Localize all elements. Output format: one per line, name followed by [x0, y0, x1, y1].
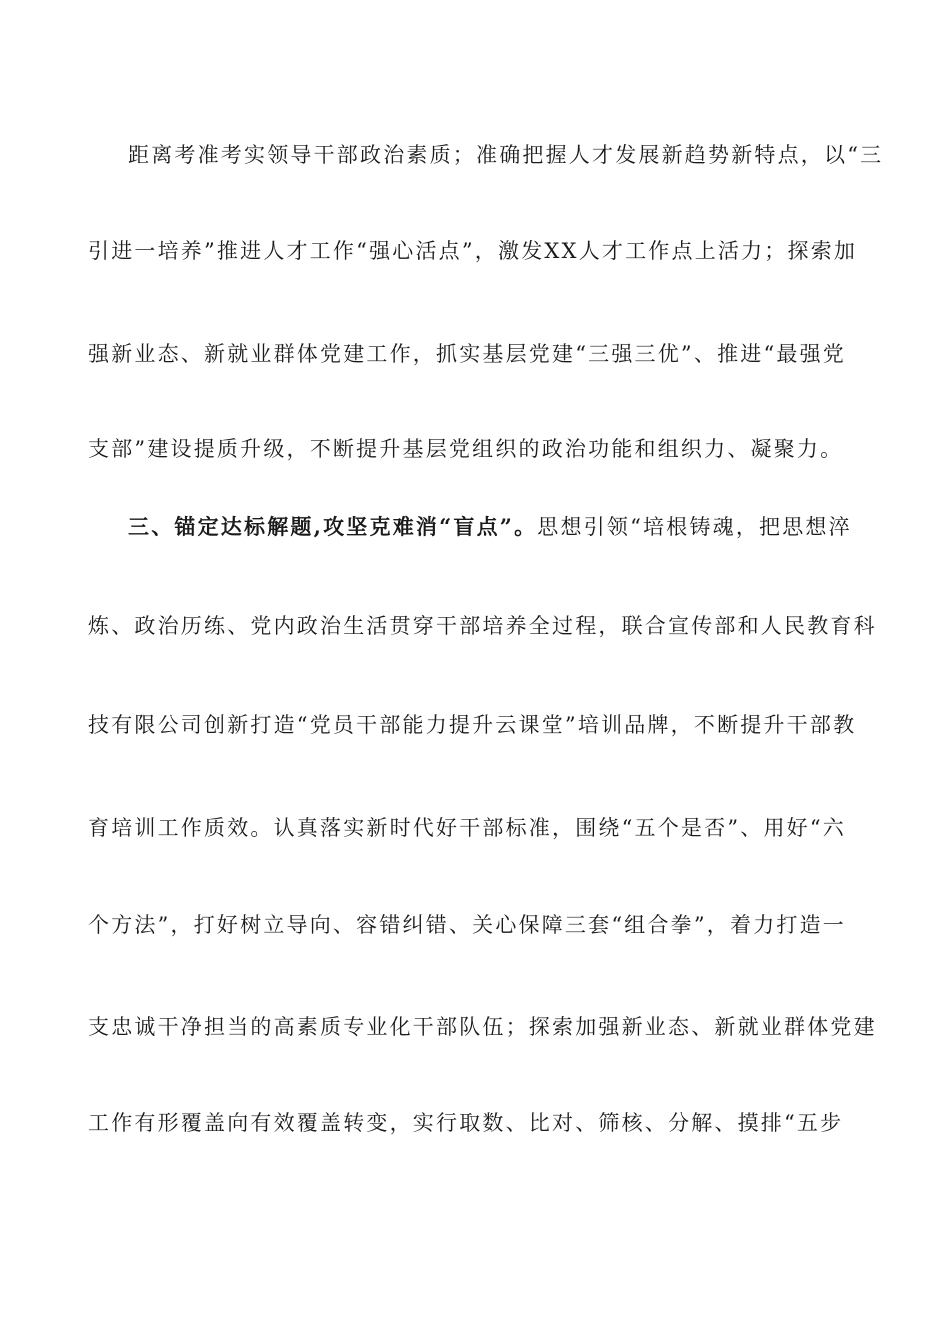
- paragraph-line-4: 支部”建设提质升级，不断提升基层党组织的政治功能和组织力、凝聚力。: [88, 437, 844, 461]
- section-heading-tail: 思想引领“培根铸魂，把思想淬: [537, 515, 852, 539]
- paragraph-line-6: 炼、政治历练、党内政治生活贯穿干部培养全过程，联合宣传部和人民教育科: [88, 614, 877, 638]
- paragraph-line-2: 引进一培养”推进人才工作“强心活点”，激发XX人才工作点上活力；探索加: [88, 239, 858, 263]
- paragraph-line-1: 距离考准考实领导干部政治素质；准确把握人才发展新趋势新特点，以“三: [128, 143, 884, 167]
- paragraph-line-3: 强新业态、新就业群体党建工作，抓实基层党建“三强三优”、推进“最强党: [88, 342, 847, 366]
- paragraph-line-8: 育培训工作质效。认真落实新时代好干部标准，围绕“五个是否”、用好“六: [88, 816, 847, 840]
- section-three-line: [128, 512, 908, 542]
- paragraph-line-9: 个方法”，打好树立导向、容错纠错、关心保障三套“组合拳”，着力打造一: [88, 913, 847, 937]
- paragraph-line-10: 支忠诚干净担当的高素质专业化干部队伍；探索加强新业态、新就业群体党建: [88, 1015, 877, 1039]
- paragraph-line-7: 技有限公司创新打造“党员干部能力提升云课堂”培训品牌，不断提升干部教: [88, 713, 857, 737]
- paragraph-line-11: 工作有形覆盖向有效覆盖转变，实行取数、比对、筛核、分解、摸排“五步: [88, 1111, 844, 1135]
- section-heading: 三、锚定达标解题,攻坚克难消“盲点”。: [128, 514, 538, 539]
